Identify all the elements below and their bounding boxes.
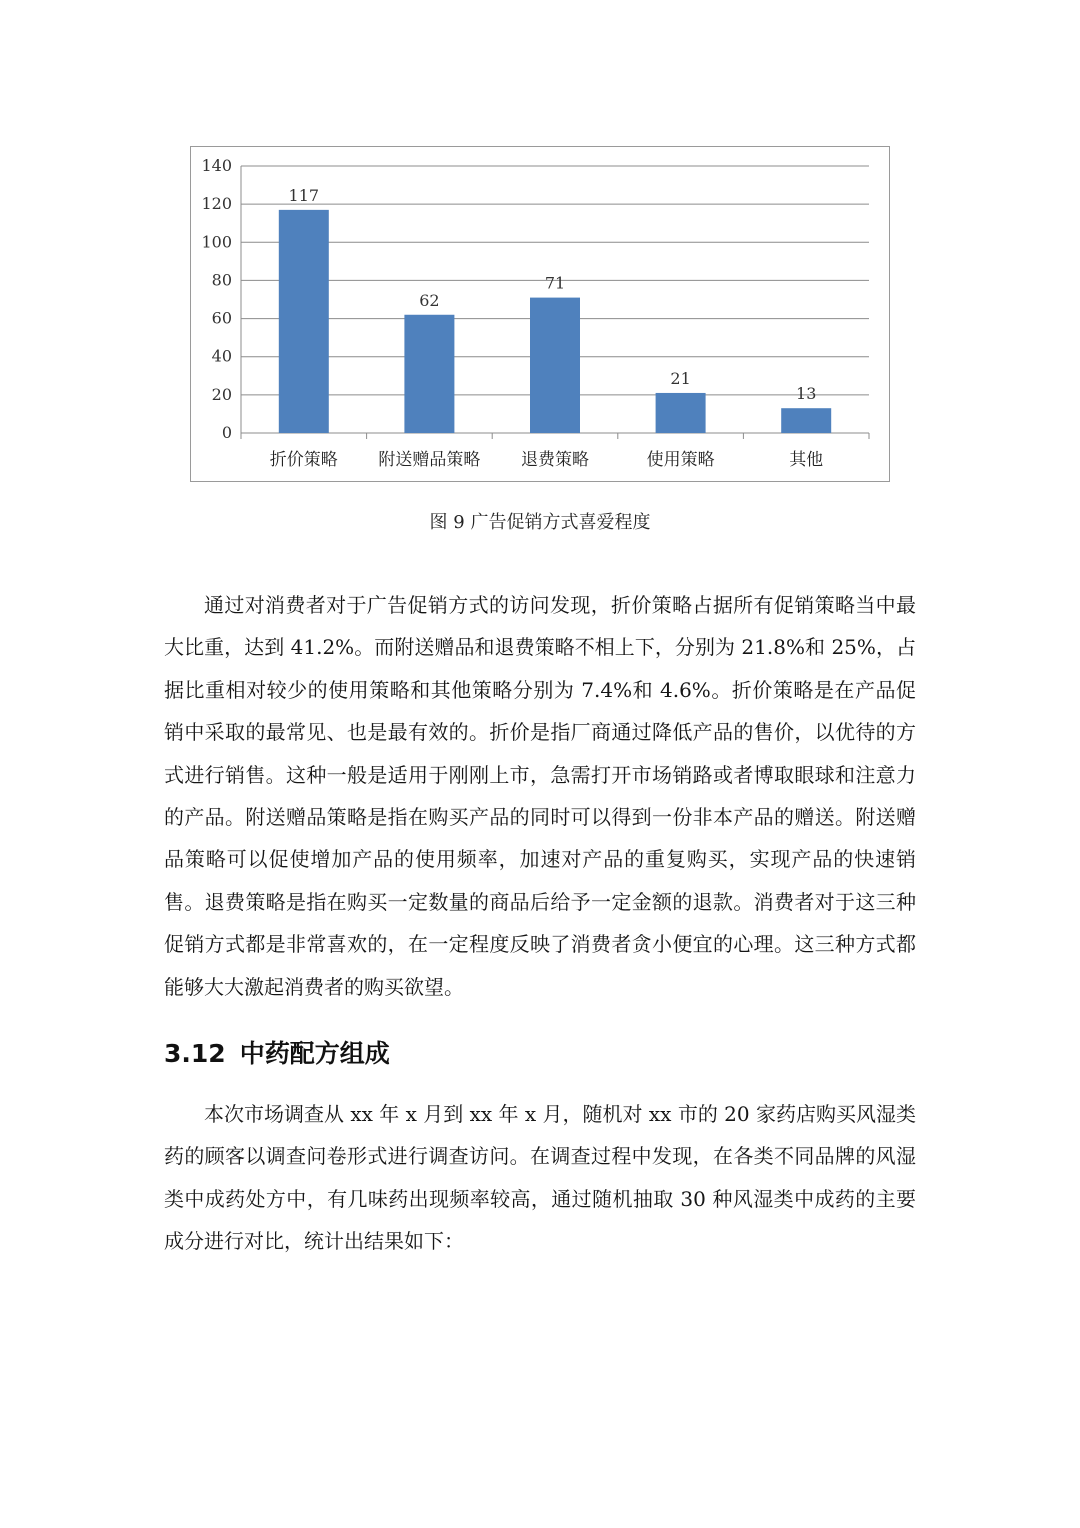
data-label: 62	[419, 290, 440, 310]
bar	[781, 408, 831, 433]
x-tick-label: 退费策略	[521, 450, 589, 470]
data-label: 117	[288, 185, 320, 205]
y-tick-label: 100	[201, 232, 232, 252]
analysis-text	[164, 584, 916, 1008]
y-tick-label: 40	[211, 346, 232, 366]
section-heading	[164, 1034, 390, 1070]
y-tick-label: 140	[201, 156, 232, 175]
y-tick-label: 80	[211, 270, 232, 290]
bar	[404, 315, 454, 433]
x-tick-label: 折价策略	[269, 450, 338, 470]
x-tick-label: 其他	[789, 450, 824, 470]
x-tick-label: 附送赠品策略	[378, 450, 481, 470]
section-number: 3.12	[164, 1039, 226, 1068]
y-tick-label: 20	[211, 384, 232, 404]
data-label: 13	[796, 384, 817, 404]
data-label: 21	[670, 368, 691, 388]
bar	[656, 393, 706, 433]
y-tick-label: 0	[221, 423, 232, 442]
data-label: 71	[544, 273, 566, 293]
survey-paragraph: 本次市场调查从 xx 年 x 月到 xx 年 x 月，随机对 xx 市的 20 家药店购买风湿类药的顾客以调查问卷形式进行调查访问。在调查过程中发现，在各类不同品牌的风湿类中成药处方中，有几味药出现频率较高，通过随机抽取 30 种风湿类中成药的主要成分进行对比，统计出结果如下：	[164, 1102, 916, 1254]
figure-caption: 图 9 广告促销方式喜爱程度	[429, 512, 651, 533]
bar	[279, 210, 329, 433]
y-tick-label: 120	[201, 194, 232, 214]
x-tick-label: 使用策略	[646, 450, 715, 470]
bar	[530, 298, 580, 433]
section-title: 中药配方组成	[239, 1039, 390, 1068]
survey-text	[164, 1093, 916, 1263]
bar-chart	[191, 147, 891, 483]
chart-container	[190, 146, 890, 482]
y-tick-label: 60	[211, 308, 232, 328]
analysis-paragraph: 通过对消费者对于广告促销方式的访问发现，折价策略占据所有促销策略当中最大比重，达到 41.2%。而附送赠品和退费策略不相上下，分别为 21.8%和 25%，占据比重相对较少的使用策略和其他策略分别为 7.4%和 4.6%。折价策略是在产品促销中采取的最常见、也是最有效的。折价是指厂商通过降低产品的售价，以优待的方式进行销售。这种一般是适用于刚刚上市，急需打开市场销路或者博取眼球和注意力的产品。附送赠品策略是指在购买产品的同时可以得到一份非本产品的赠送。附送赠品策略可以促使增加产品的使用频率，加速对产品的重复购买，实现产品的快速销售。退费策略是指在购买一定数量的商品后给予一定金额的退款。消费者对于这三种促销方式都是非常喜欢的，在一定程度反映了消费者贪小便宜的心理。这三种方式都能够大大激起消费者的购买欲望。	[164, 593, 916, 999]
